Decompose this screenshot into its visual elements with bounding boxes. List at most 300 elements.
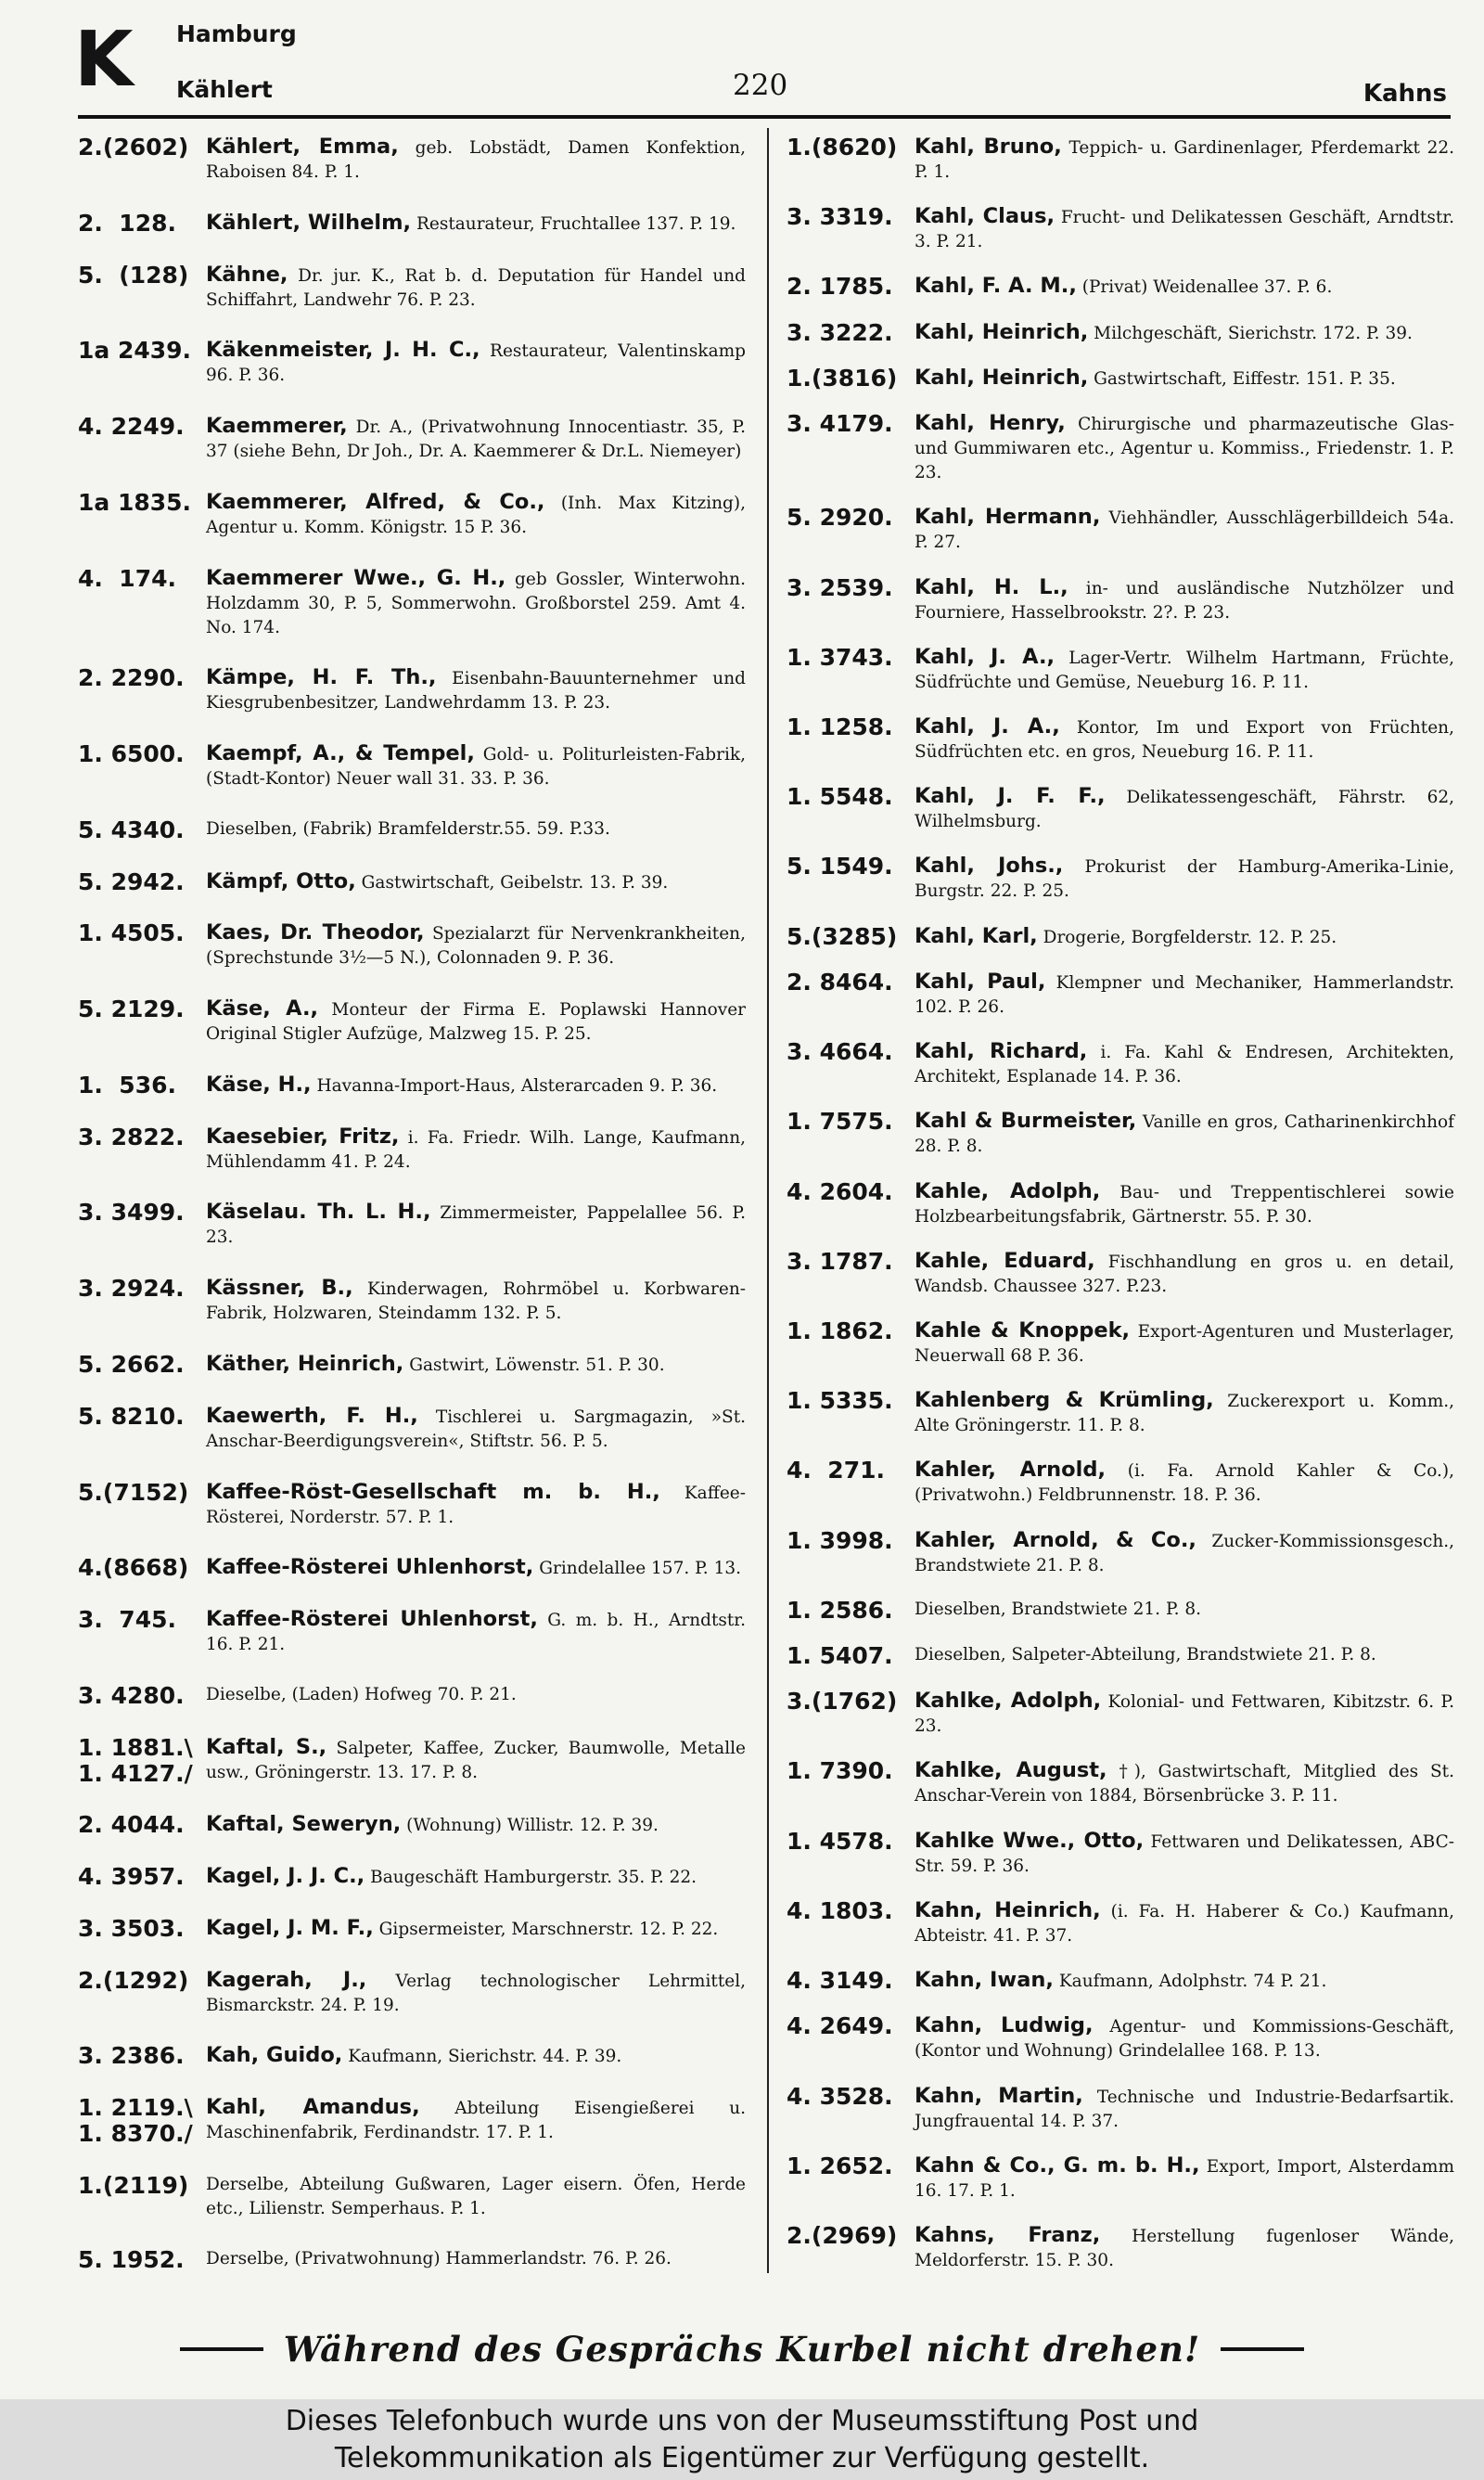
entry-text <box>206 920 746 970</box>
phone-number: 5. 1952. <box>78 2245 185 2273</box>
phone-number: 2. 1785. <box>787 273 893 301</box>
subscriber-name: Kaffee-Röst-Gesellschaft m. b. H., <box>206 1479 660 1504</box>
entry-details: geb. Lobstädt, Damen Konfektion, Raboisen 84. P. 1. <box>206 138 746 182</box>
entry-details: Zucker-Kommissionsgesch., Brandstwiete 21. P. 8. <box>915 1531 1454 1575</box>
entry-details: Vanille en gros, Catharinenkirchhof 28. P. 8. <box>915 1112 1454 1157</box>
entry-text <box>915 366 1454 392</box>
phone-number: 1.(8620) <box>787 134 898 161</box>
subscriber-name: Kahl, Henry, <box>915 411 1066 436</box>
entry-details: G. m. b. H., Arndtstr. 16. P. 21. <box>206 1611 746 1655</box>
entry-text <box>206 2247 746 2271</box>
phone-number: 5. 2129. <box>78 996 185 1023</box>
directory-entry <box>78 1735 746 1787</box>
entry-details: Fischhandlung en gros u. en detail, Wandsb. Chaussee 327. P.23. <box>915 1252 1454 1296</box>
directory-entry <box>78 566 746 640</box>
subscriber-name: Kahl, Bruno, <box>915 135 1062 159</box>
entry-text <box>915 1643 1454 1667</box>
subscriber-name: Kaemmerer Wwe., G. H., <box>206 565 506 590</box>
directory-entry <box>787 1458 1454 1508</box>
left-column <box>78 135 746 2273</box>
directory-entry <box>78 135 746 185</box>
entry-text <box>206 135 746 185</box>
entry-details: Kaufmann, Adolphstr. 74 P. 21. <box>1058 1972 1327 1992</box>
directory-entry <box>787 784 1454 834</box>
subscriber-name: Kahl, Richard, <box>915 1039 1088 1064</box>
phone-number: 4. 2649. <box>787 2012 893 2040</box>
entry-text <box>206 1683 746 1707</box>
entry-details: Teppich- u. Gardinenlager, Pferdemarkt 22. P. 1. <box>915 138 1454 182</box>
subscriber-name: Kahl, J. F. F., <box>915 784 1106 809</box>
credit-line-1: Dieses Telefonbuch wurde uns von der Museumsstiftung Post und <box>285 2404 1199 2437</box>
slogan-text: Während des Gesprächs Kurbel nicht drehen! <box>283 2329 1201 2370</box>
directory-entry <box>787 1179 1454 1229</box>
entry-details: Dr. jur. K., Rat b. d. Deputation für Handel und Schiffahrt, Landwehr 76. P. 23. <box>206 265 746 310</box>
phone-number: 4. 2249. <box>78 413 185 441</box>
entry-text <box>915 784 1454 834</box>
directory-entry <box>787 1898 1454 1948</box>
subscriber-name: Kaempf, A., & Tempel, <box>206 741 475 766</box>
entry-details: Kolonial- und Fettwaren, Kibitzstr. 6. P. 23. <box>915 1692 1455 1737</box>
entry-text <box>915 1039 1454 1089</box>
entry-text <box>206 338 746 388</box>
directory-entry <box>78 211 746 237</box>
entry-details: (Privat) Weidenallee 37. P. 6. <box>1081 277 1333 298</box>
entry-details: Dieselben, Brandstwiete 21. P. 8. <box>915 1599 1202 1619</box>
entry-details: in- und ausländische Nutzhölzer und Fourniere, Hasselbrookstr. 2?. P. 23. <box>915 578 1454 623</box>
entry-text <box>206 1968 746 2018</box>
directory-entry <box>787 1109 1454 1159</box>
footer-slogan <box>0 2329 1484 2370</box>
phone-number: 5. 2662. <box>78 1351 185 1379</box>
entry-details: (i. Fa. Arnold Kahler & Co.), (Privatwohn.) Feldbrunnenstr. 18. P. 36. <box>915 1461 1454 1506</box>
entry-text <box>915 1898 1454 1948</box>
entry-details: Fettwaren und Delikatessen, ABC-Str. 59. P. 36. <box>915 1831 1454 1876</box>
subscriber-name: Kahl, Karl, <box>915 923 1038 948</box>
entry-details: Gastwirtschaft, Eiffestr. 151. P. 35. <box>1094 368 1396 389</box>
entry-details: Klempner und Mechaniker, Hammerlandstr. 102. P. 26. <box>915 972 1454 1017</box>
phone-number: 4. 3528. <box>787 2082 893 2110</box>
phone-number: 1a 1835. <box>78 488 192 516</box>
subscriber-name: Kaemmerer, <box>206 414 348 439</box>
phone-number: 4. 1803. <box>787 1896 893 1924</box>
directory-entry <box>78 1916 746 1942</box>
entry-text <box>915 1388 1454 1438</box>
subscriber-name: Kahn, Martin, <box>915 2083 1083 2108</box>
entry-text <box>915 1249 1454 1299</box>
entry-details: Salpeter, Kaffee, Zucker, Baumwolle, Metalle usw., Gröningerstr. 13. 17. P. 8. <box>206 1738 746 1782</box>
entry-details: Delikatessengeschäft, Fährstr. 62, Wilhelmsburg. <box>915 788 1454 832</box>
directory-entry <box>78 817 746 843</box>
entry-details: Derselbe, Abteilung Gußwaren, Lager eisern. Öfen, Herde etc., Lilienstr. Semperhaus. P. 1. <box>206 2174 746 2218</box>
directory-entry <box>787 1249 1454 1299</box>
phone-number: 1. 5548. <box>787 783 893 811</box>
directory-entry <box>787 204 1454 254</box>
phone-number: 3. 2822. <box>78 1123 185 1150</box>
entry-text <box>206 2095 746 2145</box>
directory-entry <box>787 714 1454 765</box>
phone-number: 1.(2119) <box>78 2171 189 2199</box>
directory-entry <box>787 854 1454 904</box>
entry-details: Restaurateur, Fruchtallee 137. P. 19. <box>416 213 736 234</box>
entry-details: Abteilung Eisengießerei u. Maschinenfabrik, Ferdinandstr. 17. P. 1. <box>206 2099 746 2143</box>
directory-entry <box>78 1404 746 1454</box>
directory-entry <box>78 1683 746 1709</box>
entry-text <box>206 263 746 313</box>
phone-number: 1. 5407. <box>787 1642 893 1670</box>
entry-text <box>915 645 1454 695</box>
directory-entry <box>78 741 746 791</box>
subscriber-name: Kahl, F. A. M., <box>915 274 1077 299</box>
entry-text <box>915 924 1454 950</box>
directory-entry <box>787 1318 1454 1368</box>
entry-details: Zimmermeister, Pappelallee 56. P. 23. <box>206 1203 746 1248</box>
directory-entry <box>787 1968 1454 1994</box>
subscriber-name: Kahle, Adolph, <box>915 1178 1101 1203</box>
subscriber-name: Kahl, Heinrich, <box>915 319 1089 344</box>
right-column <box>787 135 1454 2273</box>
phone-number: 1. 3743. <box>787 643 893 671</box>
phone-number: 5. 2920. <box>787 504 893 532</box>
entry-details: Technische und Industrie-Bedarfsartik. Jungfrauental 14. P. 37. <box>915 2087 1454 2131</box>
subscriber-name: Kahlenberg & Krümling, <box>915 1388 1214 1413</box>
subscriber-name: Kahl, Heinrich, <box>915 365 1089 390</box>
entry-text <box>206 1073 746 1099</box>
entry-details: Spezialarzt für Nervenkrankheiten, (Sprechstunde 3½—5 N.), Colonnaden 9. P. 36. <box>206 924 746 969</box>
directory-entry <box>787 2084 1454 2134</box>
subscriber-name: Kahl, J. A., <box>915 713 1060 739</box>
entry-details: i. Fa. Friedr. Wilh. Lange, Kaufmann, Mühlendamm 41. P. 24. <box>206 1127 746 1172</box>
subscriber-name: Kählert, Emma, <box>206 135 399 159</box>
entry-text <box>915 204 1454 254</box>
entry-details: Dr. A., (Privatwohnung Innocentiastr. 35, P. 37 (siehe Behn, Dr Joh., Dr. A. Kaemmerer & Dr.L. Niemeyer) <box>206 418 746 462</box>
phone-number: 3.(1762) <box>787 1688 898 1715</box>
phone-number: 3. 2386. <box>78 2042 185 2070</box>
directory-entry <box>787 505 1454 555</box>
directory-entry <box>787 1039 1454 1089</box>
subscriber-name: Kahl, Johs., <box>915 854 1064 879</box>
entry-text <box>206 1916 746 1942</box>
subscriber-name: Kahl & Burmeister, <box>915 1109 1137 1134</box>
entry-details: Baugeschäft Hamburgerstr. 35. P. 22. <box>370 1868 697 1888</box>
directory-entry <box>787 2153 1454 2204</box>
subscriber-name: Käse, H., <box>206 1072 312 1097</box>
subscriber-name: Kahler, Arnold, <box>915 1458 1107 1483</box>
phone-number: 3. 3222. <box>787 318 893 346</box>
subscriber-name: Kahlke, Adolph, <box>915 1689 1102 1714</box>
subscriber-name: Kaftal, Seweryn, <box>206 1812 402 1837</box>
directory-entry <box>787 1758 1454 1808</box>
phone-number: 1. 5335. <box>787 1387 893 1415</box>
subscriber-name: Kahl, Paul, <box>915 969 1046 994</box>
phone-number: 5.(7152) <box>78 1478 189 1506</box>
directory-entry <box>78 1124 746 1175</box>
directory-entry <box>78 1480 746 1530</box>
phone-number: 2. 2290. <box>78 664 185 692</box>
phone-number: 3. 2539. <box>787 573 893 601</box>
phone-number: 4. 3957. <box>78 1863 185 1891</box>
entry-details: Dieselben, (Fabrik) Bramfelderstr.55. 59. P.33. <box>206 818 610 839</box>
phone-number: 1a 2439. <box>78 337 192 365</box>
entry-text <box>915 1758 1454 1808</box>
phone-number: 2.(2602) <box>78 134 189 161</box>
entry-details: Gastwirtschaft, Geibelstr. 13. P. 39. <box>361 872 669 893</box>
slogan-dash-left <box>180 2347 263 2351</box>
entry-text <box>206 817 746 842</box>
directory-entry <box>787 274 1454 300</box>
directory-entry <box>787 1689 1454 1739</box>
entry-text <box>915 1598 1454 1622</box>
entry-text <box>915 854 1454 904</box>
entry-text <box>915 1109 1454 1159</box>
entry-details: Kaffee-Rösterei, Norderstr. 57. P. 1. <box>206 1483 746 1527</box>
phone-number: 3. 745. <box>78 1606 176 1634</box>
subscriber-name: Kämpe, H. F. Th., <box>206 665 437 690</box>
entry-details: Eisenbahn-Bauunternehmer und Kiesgrubenbesitzer, Landwehrdamm 13. P. 23. <box>206 669 746 713</box>
entry-details: Lager-Vertr. Wilhelm Hartmann, Früchte, Südfrüchte und Gemüse, Neueburg 16. P. 11. <box>915 648 1454 692</box>
phone-number: 5.(3285) <box>787 922 898 950</box>
entry-text <box>915 1968 1454 1994</box>
directory-entry <box>78 263 746 313</box>
phone-number: 3. 4280. <box>78 1681 185 1709</box>
directory-entry <box>787 1528 1454 1578</box>
entry-text <box>206 1480 746 1530</box>
phone-number: 4. 271. <box>787 1457 885 1484</box>
directory-entry <box>787 411 1454 485</box>
subscriber-name: Kahl, Claus, <box>915 204 1055 229</box>
phone-number: 1. 2652. <box>787 2152 893 2179</box>
entry-details: geb Gossler, Winterwohn. Holzdamm 30, P. 5, Sommerwohn. Großborstel 259. Amt 4. No. 174. <box>206 569 746 637</box>
entry-details: Viehhändler, Ausschlägerbilldeich 54a. P. 27. <box>915 508 1454 553</box>
entry-details: Agentur- und Kommissions-Geschäft, (Kontor und Wohnung) Grindelallee 168. P. 13. <box>915 2017 1454 2062</box>
entry-details: Chirurgische und pharmazeutische Glas- und Gummiwaren etc., Agentur u. Kommiss., Friedenstr. 1. P. 23. <box>915 415 1454 483</box>
subscriber-name: Kahl, H. L., <box>915 574 1068 599</box>
phone-number: 2.(1292) <box>78 1966 189 1994</box>
subscriber-name: Kahl, Hermann, <box>915 505 1101 530</box>
entry-text <box>206 1555 746 1581</box>
subscriber-name: Kaes, Dr. Theodor, <box>206 920 425 945</box>
entry-details: (Inh. Max Kitzing), Agentur u. Komm. Königstr. 15 P. 36. <box>206 493 746 537</box>
directory-entry <box>787 135 1454 185</box>
entry-text <box>915 575 1454 625</box>
phone-number: 3. 2924. <box>78 1275 185 1303</box>
entry-details: Restaurateur, Valentinskamp 96. P. 36. <box>206 341 746 386</box>
directory-entry <box>78 869 746 895</box>
entry-details: (i. Fa. H. Haberer & Co.) Kaufmann, Abteistr. 41. P. 37. <box>915 1901 1454 1946</box>
phone-number: 3. 4179. <box>787 410 893 438</box>
directory-entry <box>78 1352 746 1378</box>
subscriber-name: Kahl, J. A., <box>915 644 1055 669</box>
entry-text <box>915 1829 1454 1879</box>
entry-text <box>206 414 746 464</box>
entry-details: (Wohnung) Willistr. 12. P. 39. <box>406 1816 659 1836</box>
subscriber-name: Kahler, Arnold, & Co., <box>915 1527 1196 1552</box>
credit-line-2: Telekommunikation als Eigentümer zur Verfügung gestellt. <box>334 2441 1150 2474</box>
subscriber-name: Kämpf, Otto, <box>206 868 356 893</box>
entry-details: Kaufmann, Sierichstr. 44. P. 39. <box>348 2047 622 2067</box>
entry-details: Export-Agenturen und Musterlager, Neuerwall 68 P. 36. <box>915 1321 1454 1366</box>
directory-entry <box>78 490 746 540</box>
directory-entry <box>78 1812 746 1838</box>
entry-details: Dieselbe, (Laden) Hofweg 70. P. 21. <box>206 1684 517 1704</box>
subscriber-name: Kässner, B., <box>206 1276 353 1301</box>
phone-number: 5. 1549. <box>787 853 893 880</box>
header-first-entry: Kählert <box>176 76 273 103</box>
phone-number: 1. 7390. <box>787 1757 893 1785</box>
subscriber-name: Kaesebier, Fritz, <box>206 1124 400 1149</box>
entry-details: Kinderwagen, Rohrmöbel u. Korbwaren-Fabrik, Holzwaren, Steindamm 132. P. 5. <box>206 1279 746 1324</box>
column-divider <box>767 128 769 2273</box>
entry-details: Milchgeschäft, Sierichstr. 172. P. 39. <box>1094 323 1413 343</box>
directory-entry <box>78 2043 746 2069</box>
entry-text <box>915 2013 1454 2063</box>
phone-number: 5. 8210. <box>78 1402 185 1430</box>
phone-number: 5. 4340. <box>78 816 185 843</box>
phone-number: 2. 4044. <box>78 1811 185 1839</box>
entry-text <box>206 1812 746 1838</box>
phone-number: 2.(2969) <box>787 2222 898 2249</box>
subscriber-name: Käther, Heinrich, <box>206 1352 404 1377</box>
phone-number: 1. 1862. <box>787 1317 893 1344</box>
directory-entry <box>787 924 1454 950</box>
directory-entry <box>787 2013 1454 2063</box>
entry-text <box>206 1607 746 1657</box>
phone-number: 1.(3816) <box>787 364 898 392</box>
subscriber-name: Kahns, Franz, <box>915 2223 1101 2247</box>
phone-number: 1. 4505. <box>78 919 185 947</box>
entry-text <box>206 1735 746 1785</box>
directory-entry <box>787 366 1454 392</box>
directory-entry <box>78 2173 746 2221</box>
directory-entry <box>78 1276 746 1326</box>
subscriber-name: Kahlke Wwe., Otto, <box>915 1828 1145 1853</box>
entry-text <box>915 714 1454 765</box>
phone-number: 2. 128. <box>78 209 176 237</box>
subscriber-name: Kaftal, S., <box>206 1734 327 1759</box>
entry-text <box>915 1528 1454 1578</box>
entry-text <box>915 135 1454 185</box>
subscriber-name: Kaffee-Rösterei Uhlenhorst, <box>206 1607 538 1632</box>
directory-entry <box>78 338 746 388</box>
subscriber-name: Kahle, Eduard, <box>915 1248 1095 1273</box>
phone-number: 1. 7575. <box>787 1108 893 1136</box>
entry-details: Drogerie, Borgfelderstr. 12. P. 25. <box>1043 927 1337 947</box>
subscriber-name: Kahlke, August, <box>915 1758 1107 1783</box>
entry-details: Bau- und Treppentischlerei sowie Holzbearbeitungsfabrik, Gärtnerstr. 55. P. 30. <box>915 1182 1454 1227</box>
subscriber-name: Kah, Guido, <box>206 2043 343 2068</box>
entry-text <box>915 2223 1454 2273</box>
directory-entry <box>787 645 1454 695</box>
subscriber-name: Kählert, Wilhelm, <box>206 210 412 235</box>
entry-details: i. Fa. Kahl & Endresen, Architekten, Architekt, Esplanade 14. P. 36. <box>915 1043 1454 1087</box>
phone-number: 1. 6500. <box>78 740 185 768</box>
entry-details: Monteur der Firma E. Poplawski Hannover Original Stigler Aufzüge, Malzweg 15. P. 25. <box>206 1000 746 1045</box>
credit-bar <box>0 2399 1484 2480</box>
phone-number: 1. 3998. <box>787 1526 893 1554</box>
entry-text <box>915 1318 1454 1368</box>
entry-details: Derselbe, (Privatwohnung) Hammerlandstr. 76. P. 26. <box>206 2248 672 2268</box>
phone-number: 3. 4664. <box>787 1038 893 1066</box>
entry-text <box>206 490 746 540</box>
entry-text <box>915 505 1454 555</box>
slogan-dash-right <box>1221 2347 1304 2351</box>
subscriber-name: Kagel, J. M. F., <box>206 1915 374 1940</box>
entry-details: Gastwirt, Löwenstr. 51. P. 30. <box>409 1356 665 1376</box>
entry-text <box>915 2084 1454 2134</box>
subscriber-name: Käse, A., <box>206 996 319 1022</box>
header-last-entry: Kahns <box>1362 80 1447 108</box>
directory-entry <box>787 1388 1454 1438</box>
phone-number: 3. 1787. <box>787 1247 893 1275</box>
subscriber-name: Kaewerth, F. H., <box>206 1403 418 1428</box>
entry-details: Dieselben, Salpeter-Abteilung, Brandstwiete 21. P. 8. <box>915 1645 1376 1665</box>
directory-entry <box>78 1968 746 2018</box>
phone-number: 1. 2119.\ 1. 8370./ <box>78 2094 193 2148</box>
entry-text <box>206 1352 746 1378</box>
section-letter: K <box>74 16 134 104</box>
entry-text <box>206 1404 746 1454</box>
phone-number: 1. 536. <box>78 1071 176 1099</box>
phone-number: 2. 8464. <box>787 968 893 996</box>
entry-details: Gipsermeister, Marschnerstr. 12. P. 22. <box>378 1919 719 1939</box>
entry-text <box>206 2043 746 2069</box>
directory-entry <box>78 2095 746 2147</box>
subscriber-name: Kahn & Co., G. m. b. H., <box>915 2152 1200 2178</box>
entry-text <box>206 566 746 640</box>
entry-details: Gold- u. Politurleisten-Fabrik, (Stadt-Kontor) Neuer wall 31. 33. P. 36. <box>206 745 746 790</box>
phone-number: 1. 4578. <box>787 1827 893 1855</box>
entry-details: Grindelallee 157. P. 13. <box>539 1559 741 1579</box>
directory-entry <box>787 1598 1454 1624</box>
directory-entry <box>78 1200 746 1250</box>
directory-entry <box>78 1555 746 1581</box>
directory-entry <box>787 1829 1454 1879</box>
header-rule <box>78 115 1451 119</box>
directory-entry <box>787 2223 1454 2273</box>
phone-number: 5. 2942. <box>78 867 185 895</box>
phone-number: 1. 2586. <box>787 1596 893 1624</box>
subscriber-name: Kagel, J. J. C., <box>206 1864 365 1889</box>
directory-entry <box>787 970 1454 1020</box>
entry-text <box>206 1864 746 1890</box>
subscriber-name: Kahl, Amandus, <box>206 2095 420 2120</box>
phone-number: 3. 3319. <box>787 203 893 231</box>
directory-entry <box>78 414 746 464</box>
entry-details: Verlag technologischer Lehrmittel, Bismarckstr. 24. P. 19. <box>206 1971 746 2015</box>
entry-text <box>206 1200 746 1250</box>
directory-entry <box>78 1864 746 1890</box>
entry-details: Zuckerexport u. Komm., Alte Gröningerstr. 11. P. 8. <box>915 1392 1454 1436</box>
entry-details: Prokurist der Hamburg-Amerika-Linie, Burgstr. 22. P. 25. <box>915 857 1454 902</box>
entry-text <box>206 211 746 237</box>
subscriber-name: Kahn, Ludwig, <box>915 2013 1094 2038</box>
entry-details: Export, Import, Alsterdamm 16. 17. P. 1. <box>915 2156 1454 2201</box>
entry-text <box>915 2153 1454 2204</box>
entry-text <box>206 1276 746 1326</box>
subscriber-name: Kaemmerer, Alfred, & Co., <box>206 489 545 514</box>
entry-text <box>206 1124 746 1175</box>
subscriber-name: Käkenmeister, J. H. C., <box>206 338 480 363</box>
entry-text <box>915 1458 1454 1508</box>
phone-number: 3. 3499. <box>78 1199 185 1227</box>
phone-number: 1. 1881.\ 1. 4127./ <box>78 1733 193 1787</box>
entry-text <box>206 869 746 895</box>
phone-number: 4. 174. <box>78 564 176 592</box>
subscriber-name: Kahle & Knoppek, <box>915 1317 1131 1343</box>
entry-details: Herstellung fugenloser Wände, Meldorferstr. 15. P. 30. <box>915 2227 1454 2270</box>
phone-number: 4. 3149. <box>787 1967 893 1995</box>
directory-entry <box>78 1607 746 1657</box>
subscriber-name: Kähne, <box>206 262 288 287</box>
